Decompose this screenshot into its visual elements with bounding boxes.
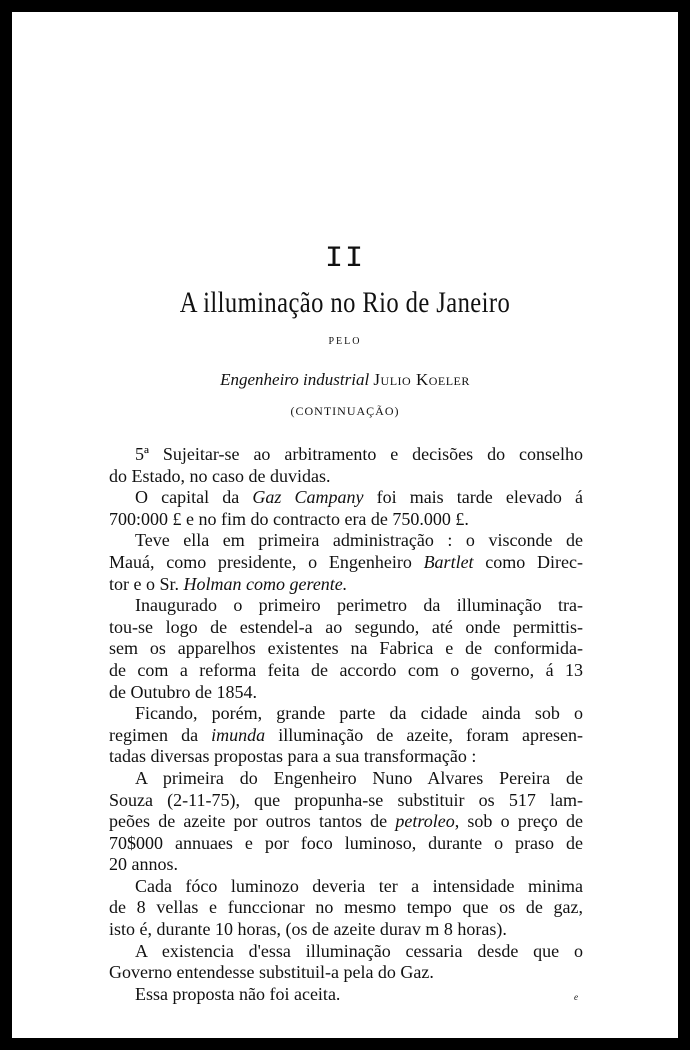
text-line <box>109 962 583 984</box>
text-segment: O capital da <box>135 487 253 508</box>
text-line <box>109 617 583 639</box>
italic-text: Holman como gerente. <box>183 573 348 594</box>
text-segment: 70$000 annuaes e por foco luminoso, durante o praso de <box>109 832 583 853</box>
text-segment: Cada fóco luminozo deveria ter a intensidade minima <box>135 875 583 896</box>
text-segment: de Outubro de 1854. <box>109 681 257 702</box>
italic-text: Bartlet <box>423 551 474 572</box>
text-segment: Ficando, porém, grande parte da cidade ainda sob o <box>135 703 583 724</box>
text-segment: Governo entendesse substituil-a pela do Gaz. <box>109 962 434 983</box>
text-segment: 20 annos. <box>109 854 178 875</box>
body-text <box>109 444 583 1005</box>
text-line <box>109 660 583 682</box>
text-segment: A existencia d'essa illuminação cessaria desde que o <box>135 940 583 961</box>
text-segment: de com a reforma feita de accordo com o governo, á 13 <box>109 659 583 680</box>
text-line <box>109 876 583 898</box>
text-line <box>109 574 583 596</box>
text-segment: foi mais tarde elevado á <box>363 487 583 508</box>
text-line <box>109 487 583 509</box>
text-line <box>109 552 583 574</box>
text-segment: 5ª Sujeitar-se ao arbitramento e decisões do conselho <box>135 444 583 464</box>
byline-label: PELO <box>328 336 362 347</box>
text-segment: tou-se logo de estendel-a ao segundo, até onde permittis- <box>109 616 583 637</box>
text-segment: de 8 vellas e funccionar no mesmo tempo que os de gaz, <box>109 897 583 918</box>
text-segment: 700:000 £ e no fim do contracto era de 750.000 £. <box>109 508 469 529</box>
continuation-note: (CONTINUAÇÃO) <box>290 404 400 418</box>
text-segment: Teve ella em primeira administração : o visconde de <box>135 530 583 551</box>
text-line <box>109 725 583 747</box>
text-segment: como Direc- <box>473 551 583 572</box>
text-segment: Inaugurado o primeiro perimetro da illuminação tra- <box>135 595 583 616</box>
text-segment: peões de azeite por outros tantos de <box>109 811 396 832</box>
text-line <box>109 854 583 876</box>
text-line <box>109 897 583 919</box>
text-line <box>109 984 583 1006</box>
text-line <box>109 530 583 552</box>
text-line <box>109 811 583 833</box>
text-line <box>109 595 583 617</box>
text-segment: illuminação de azeite, foram apresen- <box>265 724 583 745</box>
text-line <box>109 509 583 531</box>
text-segment: Mauá, como presidente, o Engenheiro <box>109 551 424 572</box>
text-segment: , sob o preço de <box>454 811 583 832</box>
text-line <box>109 703 583 725</box>
author-line <box>12 370 678 390</box>
italic-text: petroleo <box>395 811 455 832</box>
text-line <box>109 638 583 660</box>
text-line <box>109 833 583 855</box>
book-page <box>12 12 678 1038</box>
text-line <box>109 466 583 488</box>
text-segment: Essa proposta não foi aceita. <box>135 983 341 1004</box>
italic-text: imunda <box>211 724 266 745</box>
text-line <box>109 682 583 704</box>
author-role: Engenheiro industrial <box>220 370 370 389</box>
text-segment: A primeira do Engenheiro Nuno Alvares Pereira de <box>135 767 583 788</box>
text-segment: tor e o Sr. <box>109 573 184 594</box>
text-line <box>109 919 583 941</box>
page-mark: e <box>574 992 578 1002</box>
chapter-number: II <box>324 241 366 274</box>
author-name: Julio Koeler <box>373 370 470 389</box>
chapter-title: A illuminação no Rio de Janeiro <box>179 286 511 319</box>
text-line <box>109 746 583 768</box>
text-line <box>109 768 583 790</box>
text-segment: regimen da <box>109 724 212 745</box>
text-segment: do Estado, no caso de duvidas. <box>109 465 331 486</box>
text-segment: tadas diversas propostas para a sua transformação : <box>109 746 477 767</box>
text-line <box>109 444 583 466</box>
text-segment: sem os apparelhos existentes na Fabrica e de conformida- <box>109 638 583 659</box>
text-line <box>109 941 583 963</box>
text-line <box>109 790 583 812</box>
text-segment: Souza (2-11-75), que propunha-se substituir os 517 lam- <box>109 789 583 810</box>
text-segment: isto é, durante 10 horas, (os de azeite durav m 8 horas). <box>109 919 507 940</box>
italic-text: Gaz Campany <box>252 487 364 508</box>
